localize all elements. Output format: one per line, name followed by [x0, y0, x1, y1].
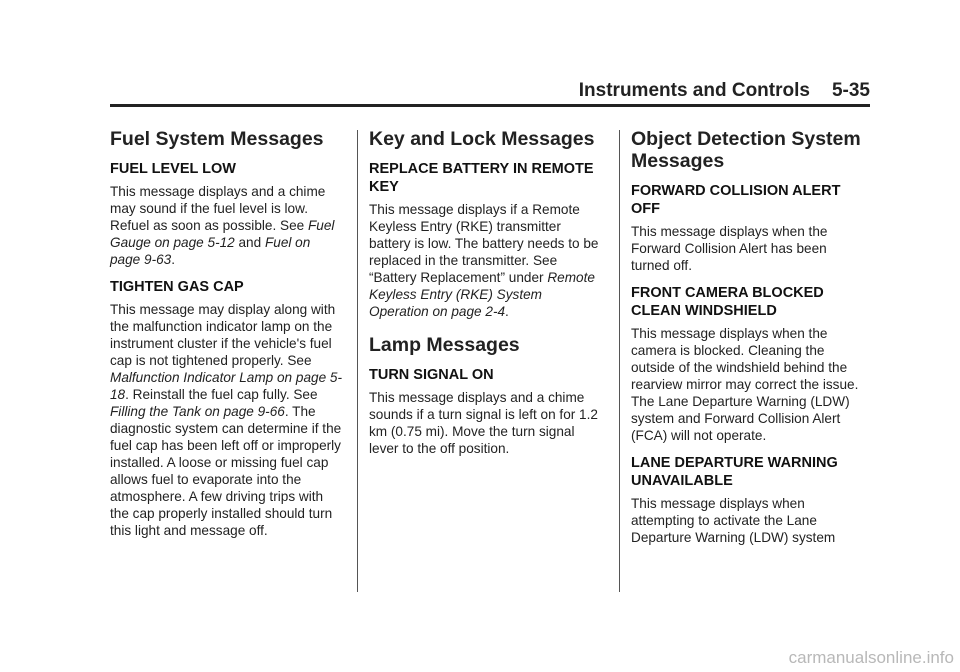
paragraph-replace-battery: This message displays if a Remote Keyless Entry (RKE) transmitter battery is low. The battery needs to be replaced in the transmitter. See “Battery Replacement” under Remote Keyless Entry (RKE) System Operation on page 2-4.	[369, 202, 599, 319]
heading-tighten-gas-cap: TIGHTEN GAS CAP	[110, 279, 244, 295]
link-malfunction-lamp[interactable]: Malfunction Indicator Lamp on page 5-18	[110, 370, 342, 402]
page-number: 5-35	[831, 80, 870, 101]
section-title-lamp: Lamp Messages	[369, 334, 520, 356]
column-divider	[619, 130, 620, 592]
paragraph-turn-signal: This message displays and a chime sounds if a turn signal is left on for 1.2 km (0.75 mi). Move the turn signal lever to the off position.	[369, 390, 598, 456]
paragraph-tighten-gas-cap: This message may display along with the malfunction indicator lamp on the instrument cluster if the vehicle's fuel cap is not tightened properly. See Malfunction Indicator Lamp on page 5-18. Reinstall the fuel cap fully. See Filling the Tank on page 9-66. The diagnostic system can determine if the fuel cap has been left off or improperly installed. A loose or missing fuel cap allows fuel to evaporate into the atmosphere. A few driving trips with the cap properly installed should turn this light and message off.	[110, 302, 342, 538]
column-1	[110, 128, 342, 547]
section-title-object-detection: Object Detection System Messages	[631, 128, 861, 172]
paragraph-fuel-level-low: This message displays and a chime may sound if the fuel level is low. Refuel as soon as possible. See Fuel Gauge on page 5-12 and Fuel on page 9-63.	[110, 184, 335, 267]
heading-camera-blocked: FRONT CAMERA BLOCKED CLEAN WINDSHIELD	[631, 285, 824, 319]
page-header	[110, 80, 870, 104]
header-title: Instruments and Controls	[578, 80, 810, 101]
paragraph-fca-off: This message displays when the Forward Collision Alert has been turned off.	[631, 224, 828, 273]
paragraph-ldw-unavailable: This message displays when attempting to activate the Lane Departure Warning (LDW) system	[631, 496, 836, 545]
column-divider	[357, 130, 358, 592]
header-rule	[110, 104, 870, 107]
link-fuel-gauge[interactable]: Fuel Gauge on page 5-12	[110, 218, 335, 250]
section-title-key-lock: Key and Lock Messages	[369, 128, 595, 150]
heading-replace-battery: REPLACE BATTERY IN REMOTE KEY	[369, 161, 594, 195]
column-3	[631, 128, 863, 554]
link-fuel[interactable]: Fuel on page 9-63	[110, 235, 311, 267]
column-2	[369, 128, 601, 465]
heading-ldw-unavailable: LANE DEPARTURE WARNING UNAVAILABLE	[631, 455, 838, 489]
paragraph-camera-blocked: This message displays when the camera is blocked. Cleaning the outside of the windshield behind the rearview mirror may correct the issue. The Lane Departure Warning (LDW) system and Forward Collision Alert (FCA) will not operate.	[631, 326, 859, 443]
link-filling-tank[interactable]: Filling the Tank on page 9-66	[110, 404, 285, 419]
watermark: carmanualsonline.info	[788, 648, 954, 667]
heading-fca-off: FORWARD COLLISION ALERT OFF	[631, 183, 841, 217]
link-rke-operation[interactable]: Remote Keyless Entry (RKE) System Operation on page 2-4	[369, 270, 595, 319]
heading-fuel-level-low: FUEL LEVEL LOW	[110, 161, 236, 177]
heading-turn-signal: TURN SIGNAL ON	[369, 367, 494, 383]
section-title-fuel: Fuel System Messages	[110, 128, 324, 150]
